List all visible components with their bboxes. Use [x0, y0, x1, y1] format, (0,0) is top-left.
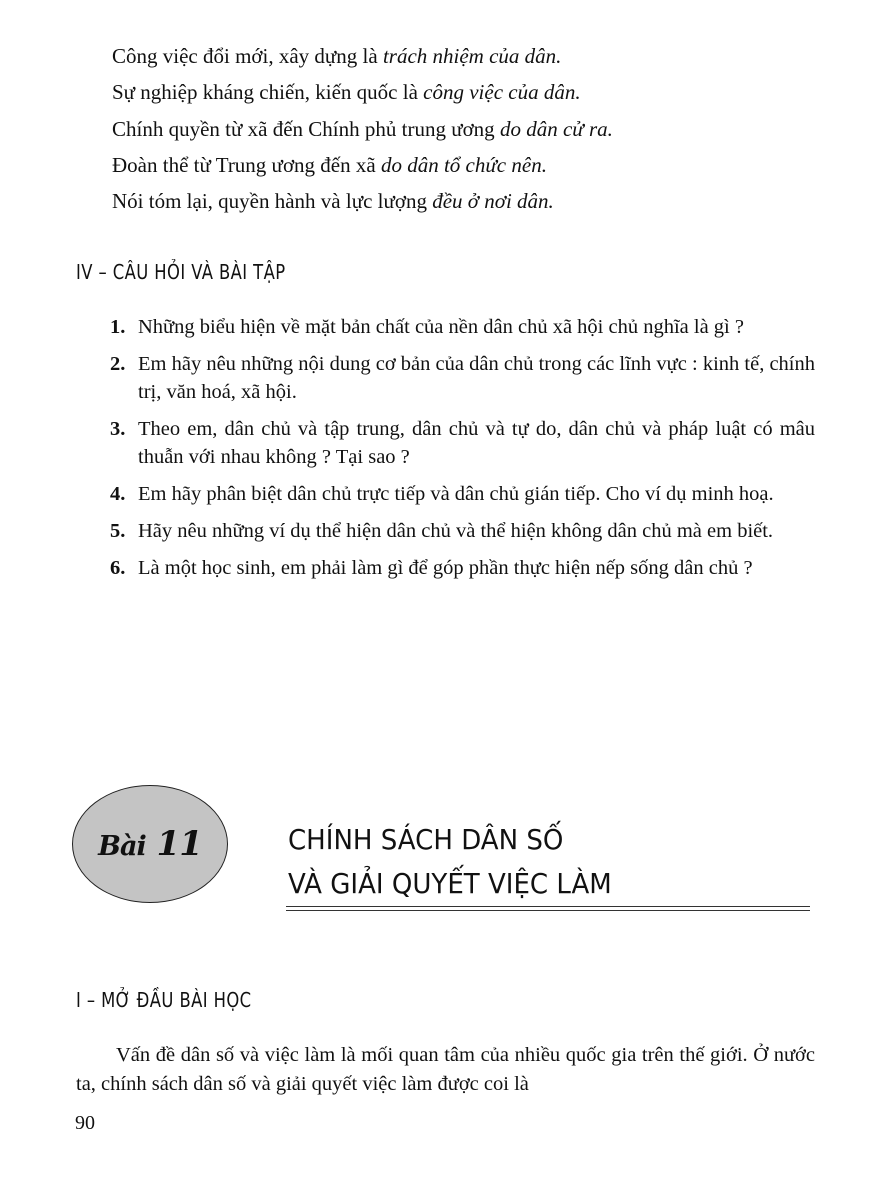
question-item: 3. Theo em, dân chủ và tập trung, dân chủ và tự do, dân chủ và pháp luật có mâu thuẫn với nhau không ? Tại sao ?	[110, 418, 815, 468]
quote-line-4: Đoàn thể từ Trung ương đến xã do dân tổ chức nên.	[112, 153, 547, 177]
questions-list	[110, 313, 815, 591]
section-i-heading: I – MỞ ĐẦU BÀI HỌC	[76, 988, 252, 1012]
lesson-title-line-2: VÀ GIẢI QUYẾT VIỆC LÀM	[288, 867, 612, 900]
question-item: 5. Hãy nêu những ví dụ thể hiện dân chủ và thể hiện không dân chủ mà em biết.	[110, 520, 774, 542]
quote-line-2: Sự nghiệp kháng chiến, kiến quốc là công việc của dân.	[112, 80, 581, 104]
question-item: 4. Em hãy phân biệt dân chủ trực tiếp và dân chủ gián tiếp. Cho ví dụ minh hoạ.	[110, 483, 774, 505]
question-item: 6. Là một học sinh, em phải làm gì để góp phần thực hiện nếp sống dân chủ ?	[110, 557, 753, 579]
lesson-badge	[72, 785, 228, 903]
quote-line-5: Nói tóm lại, quyền hành và lực lượng đều ở nơi dân.	[112, 189, 554, 213]
intro-paragraph: Vấn đề dân số và việc làm là mối quan tâm của nhiều quốc gia trên thế giới. Ở nước ta, chính sách dân số và giải quyết việc làm được coi là	[76, 1044, 815, 1095]
lesson-title-line-1: CHÍNH SÁCH DÂN SỐ	[288, 823, 564, 856]
quote-line-3: Chính quyền từ xã đến Chính phủ trung ương do dân cử ra.	[112, 117, 613, 141]
section-iv-heading: IV – CÂU HỎI VÀ BÀI TẬP	[76, 260, 286, 284]
quote-line-1: Công việc đổi mới, xây dựng là trách nhiệm của dân.	[112, 44, 562, 68]
question-item: 2. Em hãy nêu những nội dung cơ bản của dân chủ trong các lĩnh vực : kinh tế, chính trị, văn hoá, xã hội.	[110, 353, 815, 403]
question-item: 1. Những biểu hiện về mặt bản chất của nền dân chủ xã hội chủ nghĩa là gì ?	[110, 316, 744, 338]
title-underline	[286, 906, 810, 911]
page-number: 90	[75, 1112, 95, 1134]
lesson-label: Bài 11	[98, 824, 202, 864]
